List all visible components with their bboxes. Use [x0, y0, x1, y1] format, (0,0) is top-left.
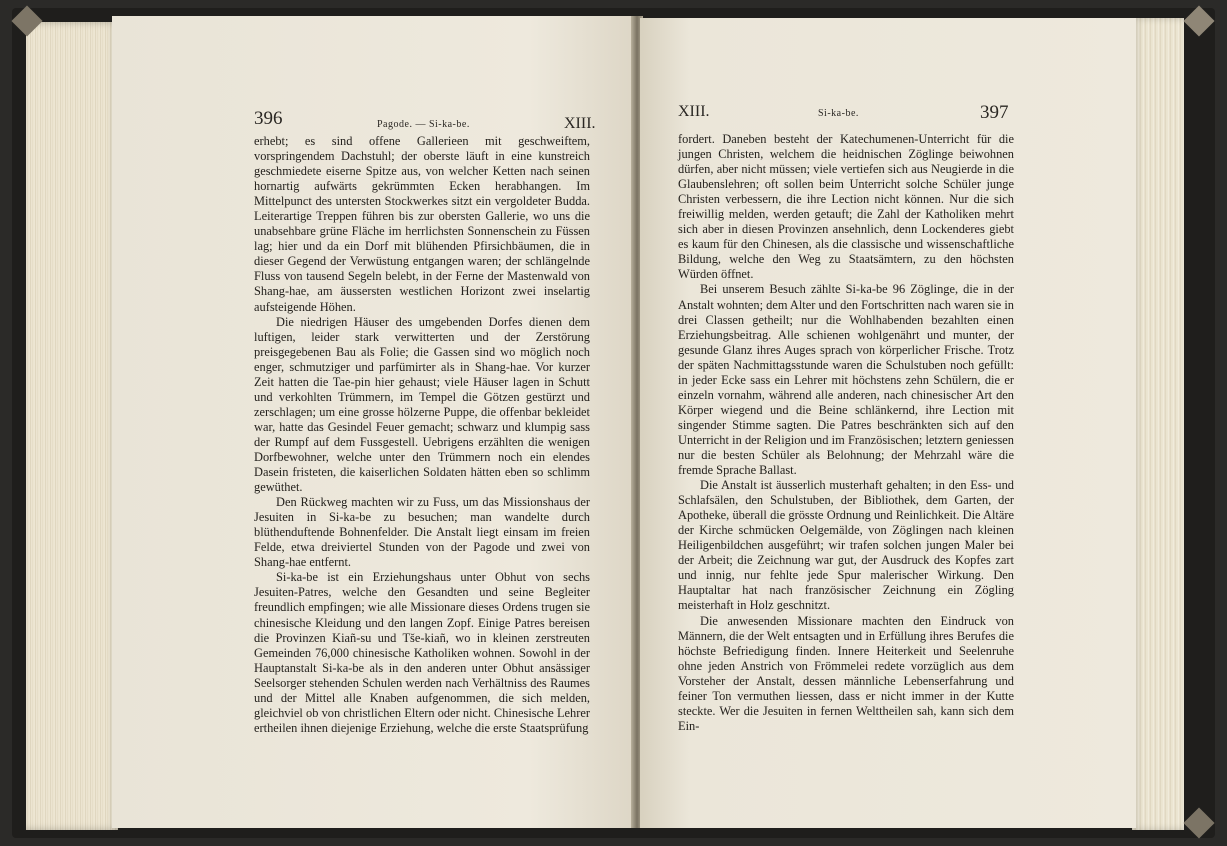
left-page-number: 396 [254, 108, 283, 129]
right-chapter-number: XIII. [678, 103, 710, 120]
paragraph: Die Anstalt ist äusserlich musterhaft gehalten; in den Ess- und Schlafsälen, den Schulstuben, der Bibliothek, dem Garten, der Apotheke, überall die grösste Ordnung und Reinlichkeit. Die Altäre der Kirche schmücken Oelgemälde, von Zöglingen nach kleinen Heiligenbildchen ausgeführt; wir trafen solchen jungen Maler bei der Arbeit; die Zeichnung war gut, der Ausdruck des Kopfes zart und innig, nur fehlte jede Spur malerischer Wirkung. Den Hauptaltar hat nach französischer Zeichnung ein Zögling meisterhaft in Holz geschnitzt. [678, 478, 1014, 613]
paragraph: Den Rückweg machten wir zu Fuss, um das Missionshaus der Jesuiten in Si-ka-be zu besuchen; man wandelte durch blüthenduftende Bohnenfelder. Die Anstalt liegt einsam im freien Felde, etwa dreiviertel Stunden von der Pagode und zwei von Shang-hae entfernt. [254, 495, 590, 570]
paragraph: Die niedrigen Häuser des umgebenden Dorfes dienen dem luftigen, leider stark verwitterten und der Zerstörung preisgegebenen Bau als Folie; die Gassen sind wo möglich noch enger, schmutziger und parfümirter als in Shang-hae. Vor kurzer Zeit hatten die Tae-pin hier gehaust; viele Häuser lagen in Schutt und verkohlten Trümmern, im Tempel die Götzen gestürzt und zerschlagen; um eine grosse hölzerne Puppe, die offenbar bekleidet war, hatte das Gesindel Feuer gemacht; schwarz und klumpig sass der Rumpf auf dem Fussgestell. Uebrigens erzählten die wenigen Dorfbewohner, welche unter den Trümmern noch ein elendes Dasein fristeten, die kaiserlichen Soldaten hätten eben so schlimm gewüthet. [254, 314, 590, 495]
paragraph: erhebt; es sind offene Gallerieen mit geschweiftem, vorspringendem Dachstuhl; der oberste läuft in eine kunstreich geschmiedete eiserne Spitze aus, von welcher Ketten nach seinen hornartig aufwärts gekrümmten Ecken herabhangen. Im Mittelpunct des untersten Stockwerkes sitzt ein vergoldeter Budda. Leiterartige Treppen führen bis zur obersten Gallerie, wo uns die unabsehbare grüne Fläche im herrlichsten Sonnenschein zu Füssen lag; hier und da ein Dorf mit blühenden Pfirsichbäumen, die in dieser Gegend der Verwüstung entgangen waren; der schlängelnde Fluss von tausend Segeln belebt, in der Ferne der Mastenwald von Shang-hae, am äussersten westlichen Horizont zwei inselartig aufsteigende Höhen. [254, 134, 590, 314]
paragraph: fordert. Daneben besteht der Katechumenen-Unterricht für die jungen Christen, welchem die heidnischen Zöglinge beiwohnen dürfen, aber nicht müssen; viele vertiefen sich aus Neugierde in die Glaubenslehren; oft sollen beim Unterricht solche Schüler junge Christen verbessern, die ihre Lection nicht können. Nur die sich freiwillig melden, werden getauft; die Zahl der Katholiken mehrt sich aber in diesen Provinzen ansehnlich, denn Lockenderes giebt es kaum für den Chinesen, als die classische und wissenschaftliche Bildung, welche den Weg zu Staatsämtern, zu den höchsten Würden öffnet. [678, 132, 1014, 282]
left-page [112, 16, 634, 828]
paragraph: Die anwesenden Missionare machten den Eindruck von Männern, die der Welt entsagten und in Erfüllung ihres Berufes die höchste Befriedigung finden. Innere Heiterkeit und Seelenruhe ohne jeden Anstrich von Frömmelei redete vorzüglich aus dem Vorsteher der Anstalt, dessen männliche Lebenserfahrung und feiner Ton vermuthen liessen, dass er nicht immer in der Kutte steckte. Wer die Jesuiten in fernen Welttheilen sah, kann sich dem Ein- [678, 613, 1014, 733]
right-page [640, 18, 1136, 828]
left-page-edges [26, 22, 118, 830]
paragraph: Bei unserem Besuch zählte Si-ka-be 96 Zöglinge, die in der Anstalt wohnten; dem Alter und den Fortschritten nach waren sie in drei Classen getheilt; nur die Wohlhabenden bezahlten einen Erziehungsbeitrag. Alle schienen wohlgenährt und munter, der gesunde Glanz ihres Auges sprach von körperlicher Frische. Trotz der späten Nachmittagsstunde waren die Schulstuben noch gefüllt: in jeder Ecke sass ein Lehrer mit höchstens zehn Schülern, die er einzeln vornahm, während alle anderen, nach chinesischer Art den Körper wiegend und die Beine schlänkernd, ihre Lection mit singender Stimme sagten. Die Patres beschränkten sich auf den Unterricht in der Religion und im Französischen; letztern geniessen nur die besten Schüler als Belohnung; der Mehrzahl wäre die fremde Sprache Ballast. [678, 282, 1014, 478]
right-page-edges [1132, 18, 1184, 830]
left-body-text [254, 134, 590, 736]
right-body-text [678, 132, 1014, 734]
left-running-title: Pagode. — Si-ka-be. [377, 119, 470, 130]
paragraph: Si-ka-be ist ein Erziehungshaus unter Obhut von sechs Jesuiten-Patres, welche den Gesandten und seine Begleiter freundlich empfingen; wie alle Missionare dieses Ordens trugen sie chinesische Kleidung und den langen Zopf. Einige Patres bereisen die Provinzen Kiañ-su und Tše-kiañ, wo in kleinen zerstreuten Gemeinden 76,000 chinesische Katholiken wohnen. Sowohl in der Hauptanstalt Si-ka-be als in den anderen unter Obhut ansässiger Seelsorger stehenden Schulen werden nach Verhältniss des Raumes und der Mittel alle Knaben aufgenommen, die sich melden, gleichviel ob von christlichen Eltern oder nicht. Chinesische Lehrer ertheilen ihnen diejenige Erziehung, welche die erste Staatsprüfung [254, 570, 590, 735]
right-running-title: Si-ka-be. [818, 108, 859, 119]
left-chapter-number: XIII. [564, 115, 596, 132]
right-page-number: 397 [980, 102, 1009, 123]
